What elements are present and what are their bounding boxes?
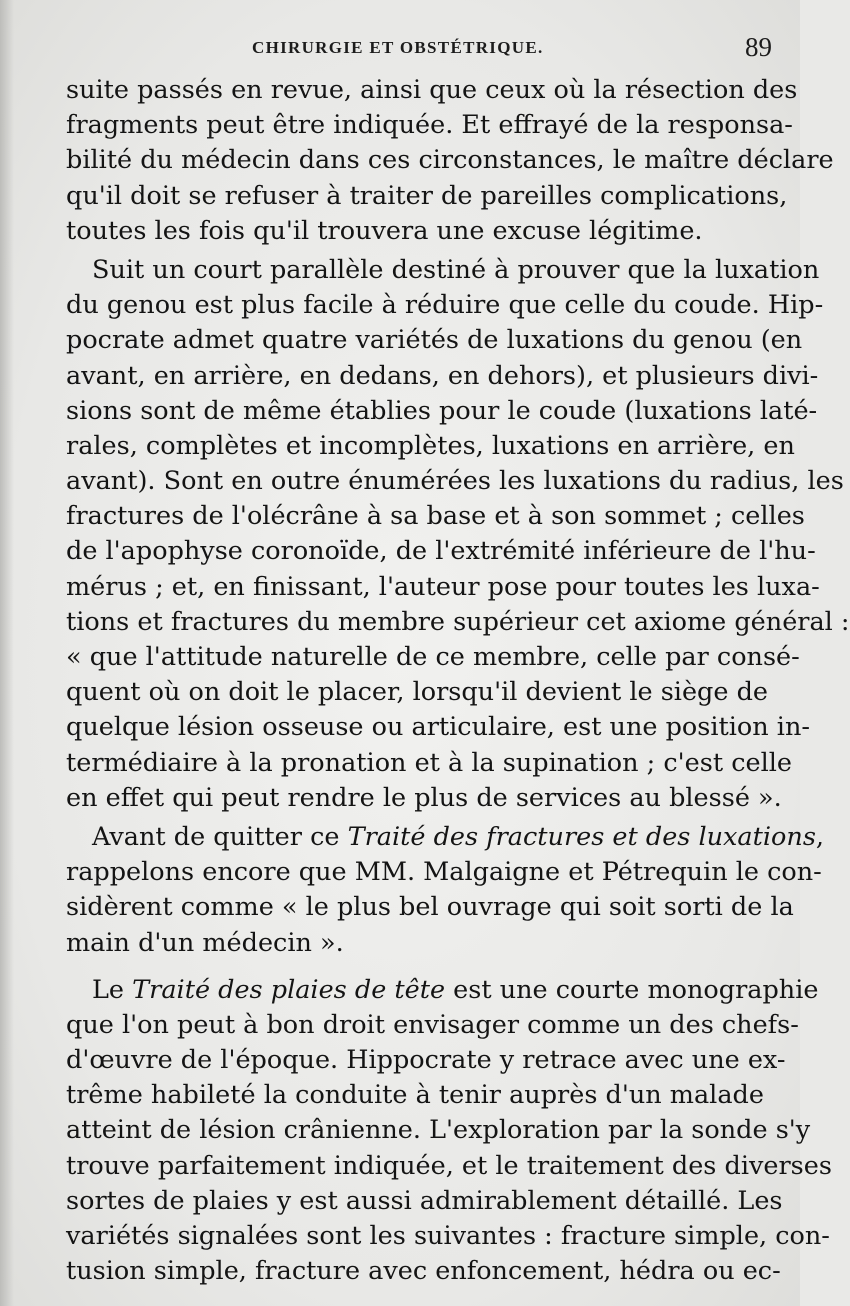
running-head bbox=[60, 30, 772, 70]
text-line: bilité du médecin dans ces circonstances, le maître déclare bbox=[66, 145, 834, 176]
text-line: tusion simple, fracture avec enfoncement, hédra ou ec- bbox=[66, 1256, 781, 1287]
body-text bbox=[66, 73, 850, 1289]
text-line bbox=[66, 973, 819, 1008]
page-number: 89 bbox=[745, 32, 772, 62]
text-line: main d'un médecin ». bbox=[66, 927, 344, 958]
text-fragment: Le bbox=[92, 974, 133, 1005]
italic-title: Traité des plaies de tête bbox=[132, 974, 446, 1005]
text-fragment: est une courte monographie bbox=[445, 974, 819, 1005]
text-line: quent où on doit le placer, lorsqu'il devient le siège de bbox=[66, 677, 768, 708]
text-line: sortes de plaies y est aussi admirablement détaillé. Les bbox=[66, 1185, 783, 1216]
text-line: suite passés en revue, ainsi que ceux où la résection des bbox=[66, 75, 798, 105]
running-title: CHIRURGIE ET OBSTÉTRIQUE. bbox=[252, 38, 544, 57]
text-fragment: Avant de quitter ce bbox=[92, 821, 348, 852]
text-line: d'œuvre de l'époque. Hippocrate y retrace avec une ex- bbox=[66, 1045, 786, 1076]
text-line: quelque lésion osseuse ou articulaire, est une position in- bbox=[66, 712, 810, 743]
text-line: sions sont de même établies pour le coude (luxations laté- bbox=[66, 395, 818, 426]
text-line: termédiaire à la pronation et à la supination ; c'est celle bbox=[66, 747, 792, 778]
text-line: fragments peut être indiquée. Et effrayé de la responsa- bbox=[66, 110, 793, 141]
text-line: sidèrent comme « le plus bel ouvrage qui soit sorti de la bbox=[66, 892, 794, 923]
text-line: du genou est plus facile à réduire que celle du coude. Hip- bbox=[66, 290, 824, 321]
text-line: fractures de l'olécrâne à sa base et à son sommet ; celles bbox=[66, 501, 805, 532]
text-line: qu'il doit se refuser à traiter de pareilles complications, bbox=[66, 180, 788, 211]
text-line: variétés signalées sont les suivantes : fracture simple, con- bbox=[66, 1221, 830, 1251]
italic-title: Traité des fractures et des luxations bbox=[347, 821, 816, 852]
text-line: « que l'attitude naturelle de ce membre, celle par consé- bbox=[66, 642, 800, 672]
text-line: de l'apophyse coronoïde, de l'extrémité inférieure de l'hu- bbox=[66, 536, 816, 567]
text-line: mérus ; et, en finissant, l'auteur pose pour toutes les luxa- bbox=[66, 571, 820, 602]
text-line: rales, complètes et incomplètes, luxations en arrière, en bbox=[66, 430, 795, 461]
text-fragment: , bbox=[815, 821, 825, 852]
text-line: avant, en arrière, en dedans, en dehors), et plusieurs divi- bbox=[66, 360, 819, 391]
text-line: toutes les fois qu'il trouvera une excuse légitime. bbox=[66, 215, 703, 246]
text-line: que l'on peut à bon droit envisager comme un des chefs- bbox=[66, 1009, 799, 1040]
text-line: rappelons encore que MM. Malgaigne et Pétrequin le con- bbox=[66, 857, 822, 888]
text-line: trouve parfaitement indiquée, et le traitement des diverses bbox=[66, 1150, 832, 1181]
text-line: avant). Sont en outre énumérées les luxations du radius, les bbox=[66, 466, 844, 497]
text-line: Suit un court parallèle destiné à prouver que la luxation bbox=[92, 254, 820, 285]
text-line: tions et fractures du membre supérieur cet axiome général : bbox=[66, 606, 850, 637]
text-line: en effet qui peut rendre le plus de services au blessé ». bbox=[66, 782, 782, 813]
text-line: trême habileté la conduite à tenir auprès d'un malade bbox=[66, 1080, 764, 1111]
text-line: atteint de lésion crânienne. L'exploration par la sonde s'y bbox=[66, 1115, 811, 1146]
text-line bbox=[66, 820, 825, 855]
text-line: pocrate admet quatre variétés de luxations du genou (en bbox=[66, 325, 803, 356]
page-edge-shadow bbox=[0, 0, 14, 1306]
